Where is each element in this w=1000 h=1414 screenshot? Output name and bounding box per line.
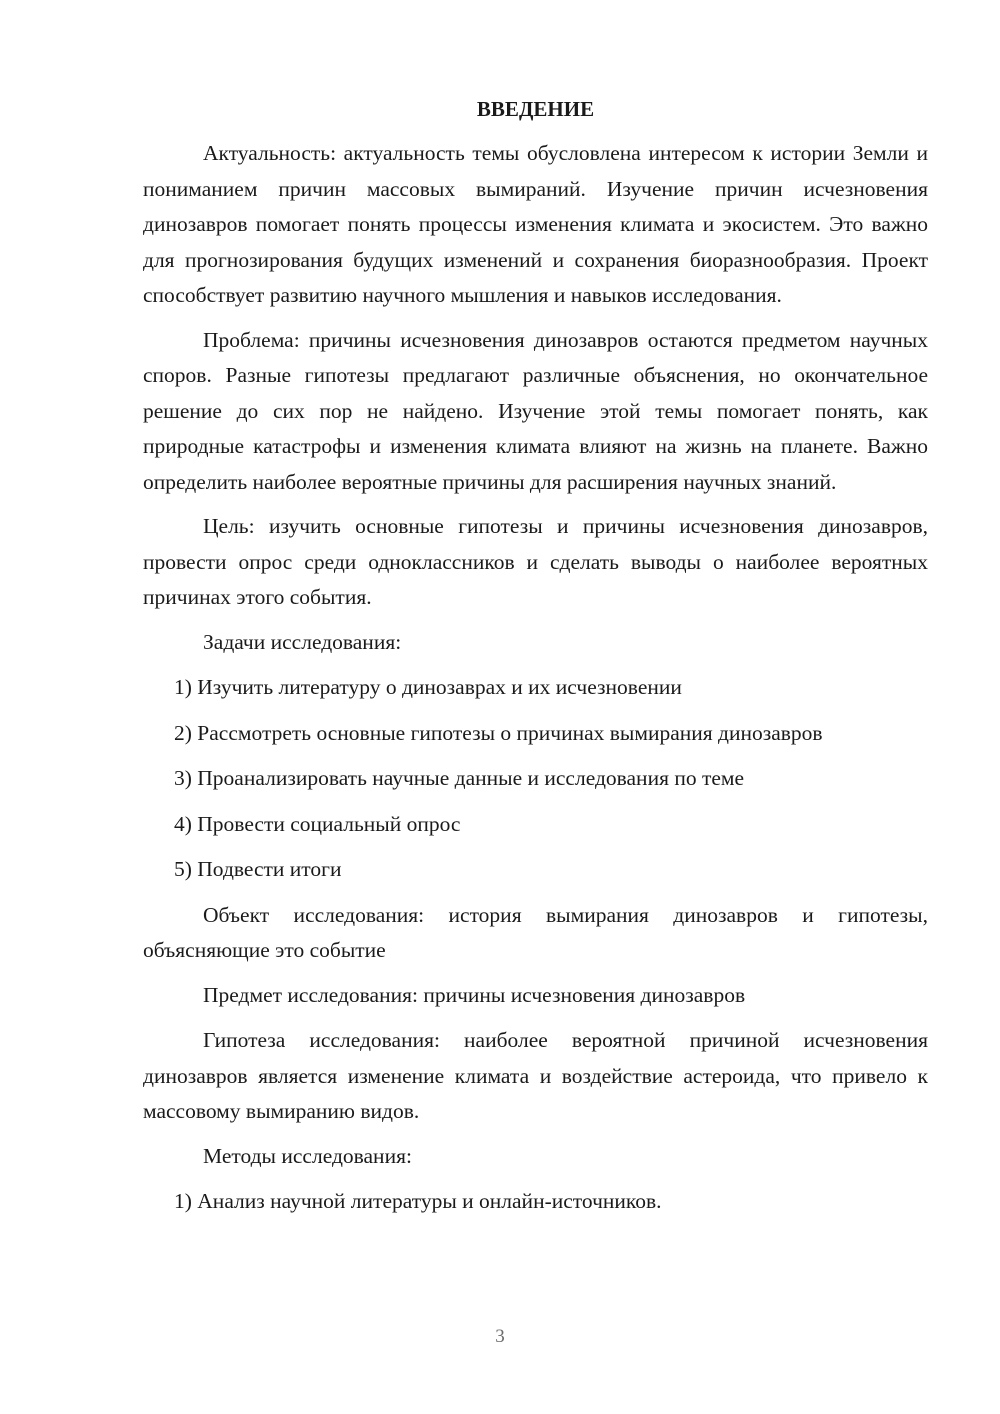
relevance-paragraph: Актуальность: актуальность темы обусловлена интересом к истории Земли и пониманием причин массовых вымираний. Изучение причин исчезновения динозавров помогает понять процессы изменения климата и экосистем. Это важно для прогнозирования будущих изменений и сохранения биоразнообразия. Проект способствует развитию научного мышления и навыков исследования. xyxy=(143,141,928,307)
subject-paragraph: Предмет исследования: причины исчезновения динозавров xyxy=(203,982,746,1007)
task-item-5: 5) Подвести итоги xyxy=(174,857,342,881)
object-paragraph: Объект исследования: история вымирания динозавров и гипотезы, объясняющие это событие xyxy=(143,902,928,962)
page-title: ВВЕДЕНИЕ xyxy=(476,97,595,121)
problem-paragraph: Проблема: причины исчезновения динозавров остаются предметом научных споров. Разные гипотезы предлагают различные объяснения, но окончательное решение до сих пор не найдено. Изучение этой темы помогает понять, как природные катастрофы и изменения климата влияют на жизнь на планете. Важно определить наиболее вероятные причины для расширения научных знаний. xyxy=(143,327,928,494)
task-item-1: 1) Изучить литературу о динозаврах и их исчезновении xyxy=(174,675,682,699)
page-number: 3 xyxy=(495,1326,505,1347)
goal-paragraph: Цель: изучить основные гипотезы и причины исчезновения динозавров, провести опрос среди одноклассников и сделать выводы о наиболее вероятных причинах этого события. xyxy=(143,514,928,609)
methods-heading: Методы исследования: xyxy=(203,1143,412,1168)
hypothesis-paragraph: Гипотеза исследования: наиболее вероятной причиной исчезновения динозавров является изменение климата и воздействие астероида, что привело к массовому вымиранию видов. xyxy=(143,1028,928,1123)
tasks-heading: Задачи исследования: xyxy=(203,629,402,654)
task-item-4: 4) Провести социальный опрос xyxy=(174,811,461,836)
task-item-3: 3) Проанализировать научные данные и исследования по теме xyxy=(174,766,745,790)
method-item-1: 1) Анализ научной литературы и онлайн-источников. xyxy=(174,1189,662,1213)
document-page xyxy=(143,92,928,1230)
task-item-2: 2) Рассмотреть основные гипотезы о причинах вымирания динозавров xyxy=(174,720,823,745)
